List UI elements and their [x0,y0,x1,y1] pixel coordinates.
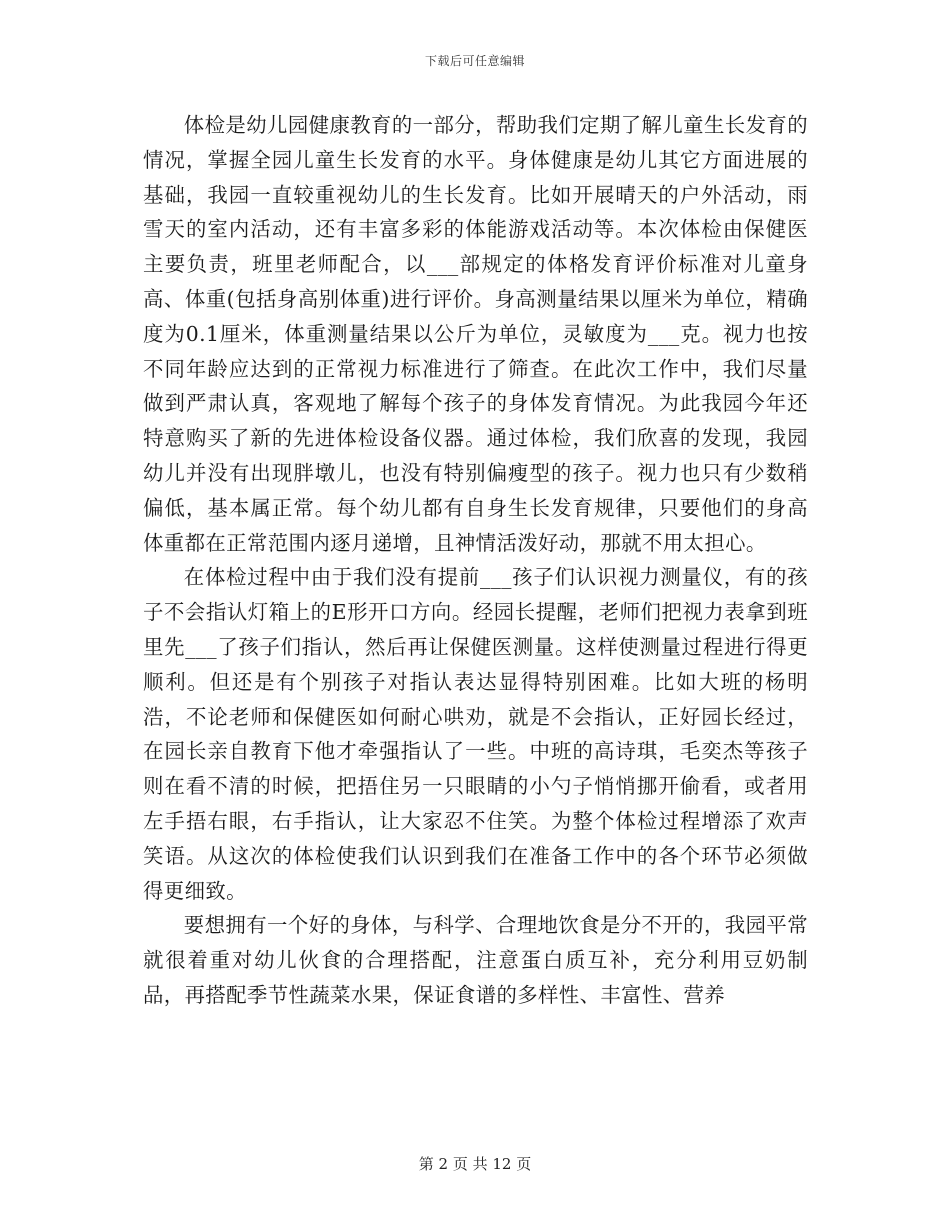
paragraph-diet: 要想拥有一个好的身体，与科学、合理地饮食是分不开的，我园平常就很着重对幼儿伙食的合理搭配，注意蛋白质互补，充分利用豆奶制品，再搭配季节性蔬菜水果，保证食谱的多样性、丰富性、营养 [143,913,808,1007]
page-header-note: 下载后可任意编辑 [424,54,525,68]
document-body [143,108,808,1013]
paragraph-physical-exam: 体检是幼儿园健康教育的一部分，帮助我们定期了解儿童生长发育的情况，掌握全园儿童生长发育的水平。身体健康是幼儿其它方面进展的基础，我园一直较重视幼儿的生长发育。比如开展晴天的户外活动，雨雪天的室内活动，还有丰富多彩的体能游戏活动等。本次体检由保健医主要负责，班里老师配合，以___部规定的体格发育评价标准对儿童身高、体重(包括身高别体重)进行评价。身高测量结果以厘米为单位，精确度为0.1厘米，体重测量结果以公斤为单位，灵敏度为___克。视力也按不同年龄应达到的正常视力标准进行了筛查。在此次工作中，我们尽量做到严肃认真，客观地了解每个孩子的身体发育情况。为此我园今年还特意购买了新的先进体检设备仪器。通过体检，我们欣喜的发现，我园幼儿并没有出现胖墩儿，也没有特别偏瘦型的孩子。视力也只有少数稍偏低，基本属正常。每个幼儿都有自身生长发育规律，只要他们的身高体重都在正常范围内逐月递增，且神情活泼好动，那就不用太担心。 [143,113,808,555]
paragraph-exam-process: 在体检过程中由于我们没有提前___孩子们认识视力测量仪，有的孩子不会指认灯箱上的E形开口方向。经园长提醒，老师们把视力表拿到班里先___了孩子们指认，然后再让保健医测量。这样使测量过程进行得更顺利。但还是有个别孩子对指认表达显得特别困难。比如大班的杨明浩，不论老师和保健医如何耐心哄劝，就是不会指认，正好园长经过，在园长亲自教育下他才牵强指认了一些。中班的高诗琪，毛奕杰等孩子则在看不清的时候，把捂住另一只眼睛的小勺子悄悄挪开偷看，或者用左手捂右眼，右手指认，让大家忍不住笑。为整个体检过程增添了欢声笑语。从这次的体检使我们认识到我们在准备工作中的各个环节必须做得更细致。 [143,565,808,903]
page-number: 第 2 页 共 12 页 [418,1155,532,1173]
